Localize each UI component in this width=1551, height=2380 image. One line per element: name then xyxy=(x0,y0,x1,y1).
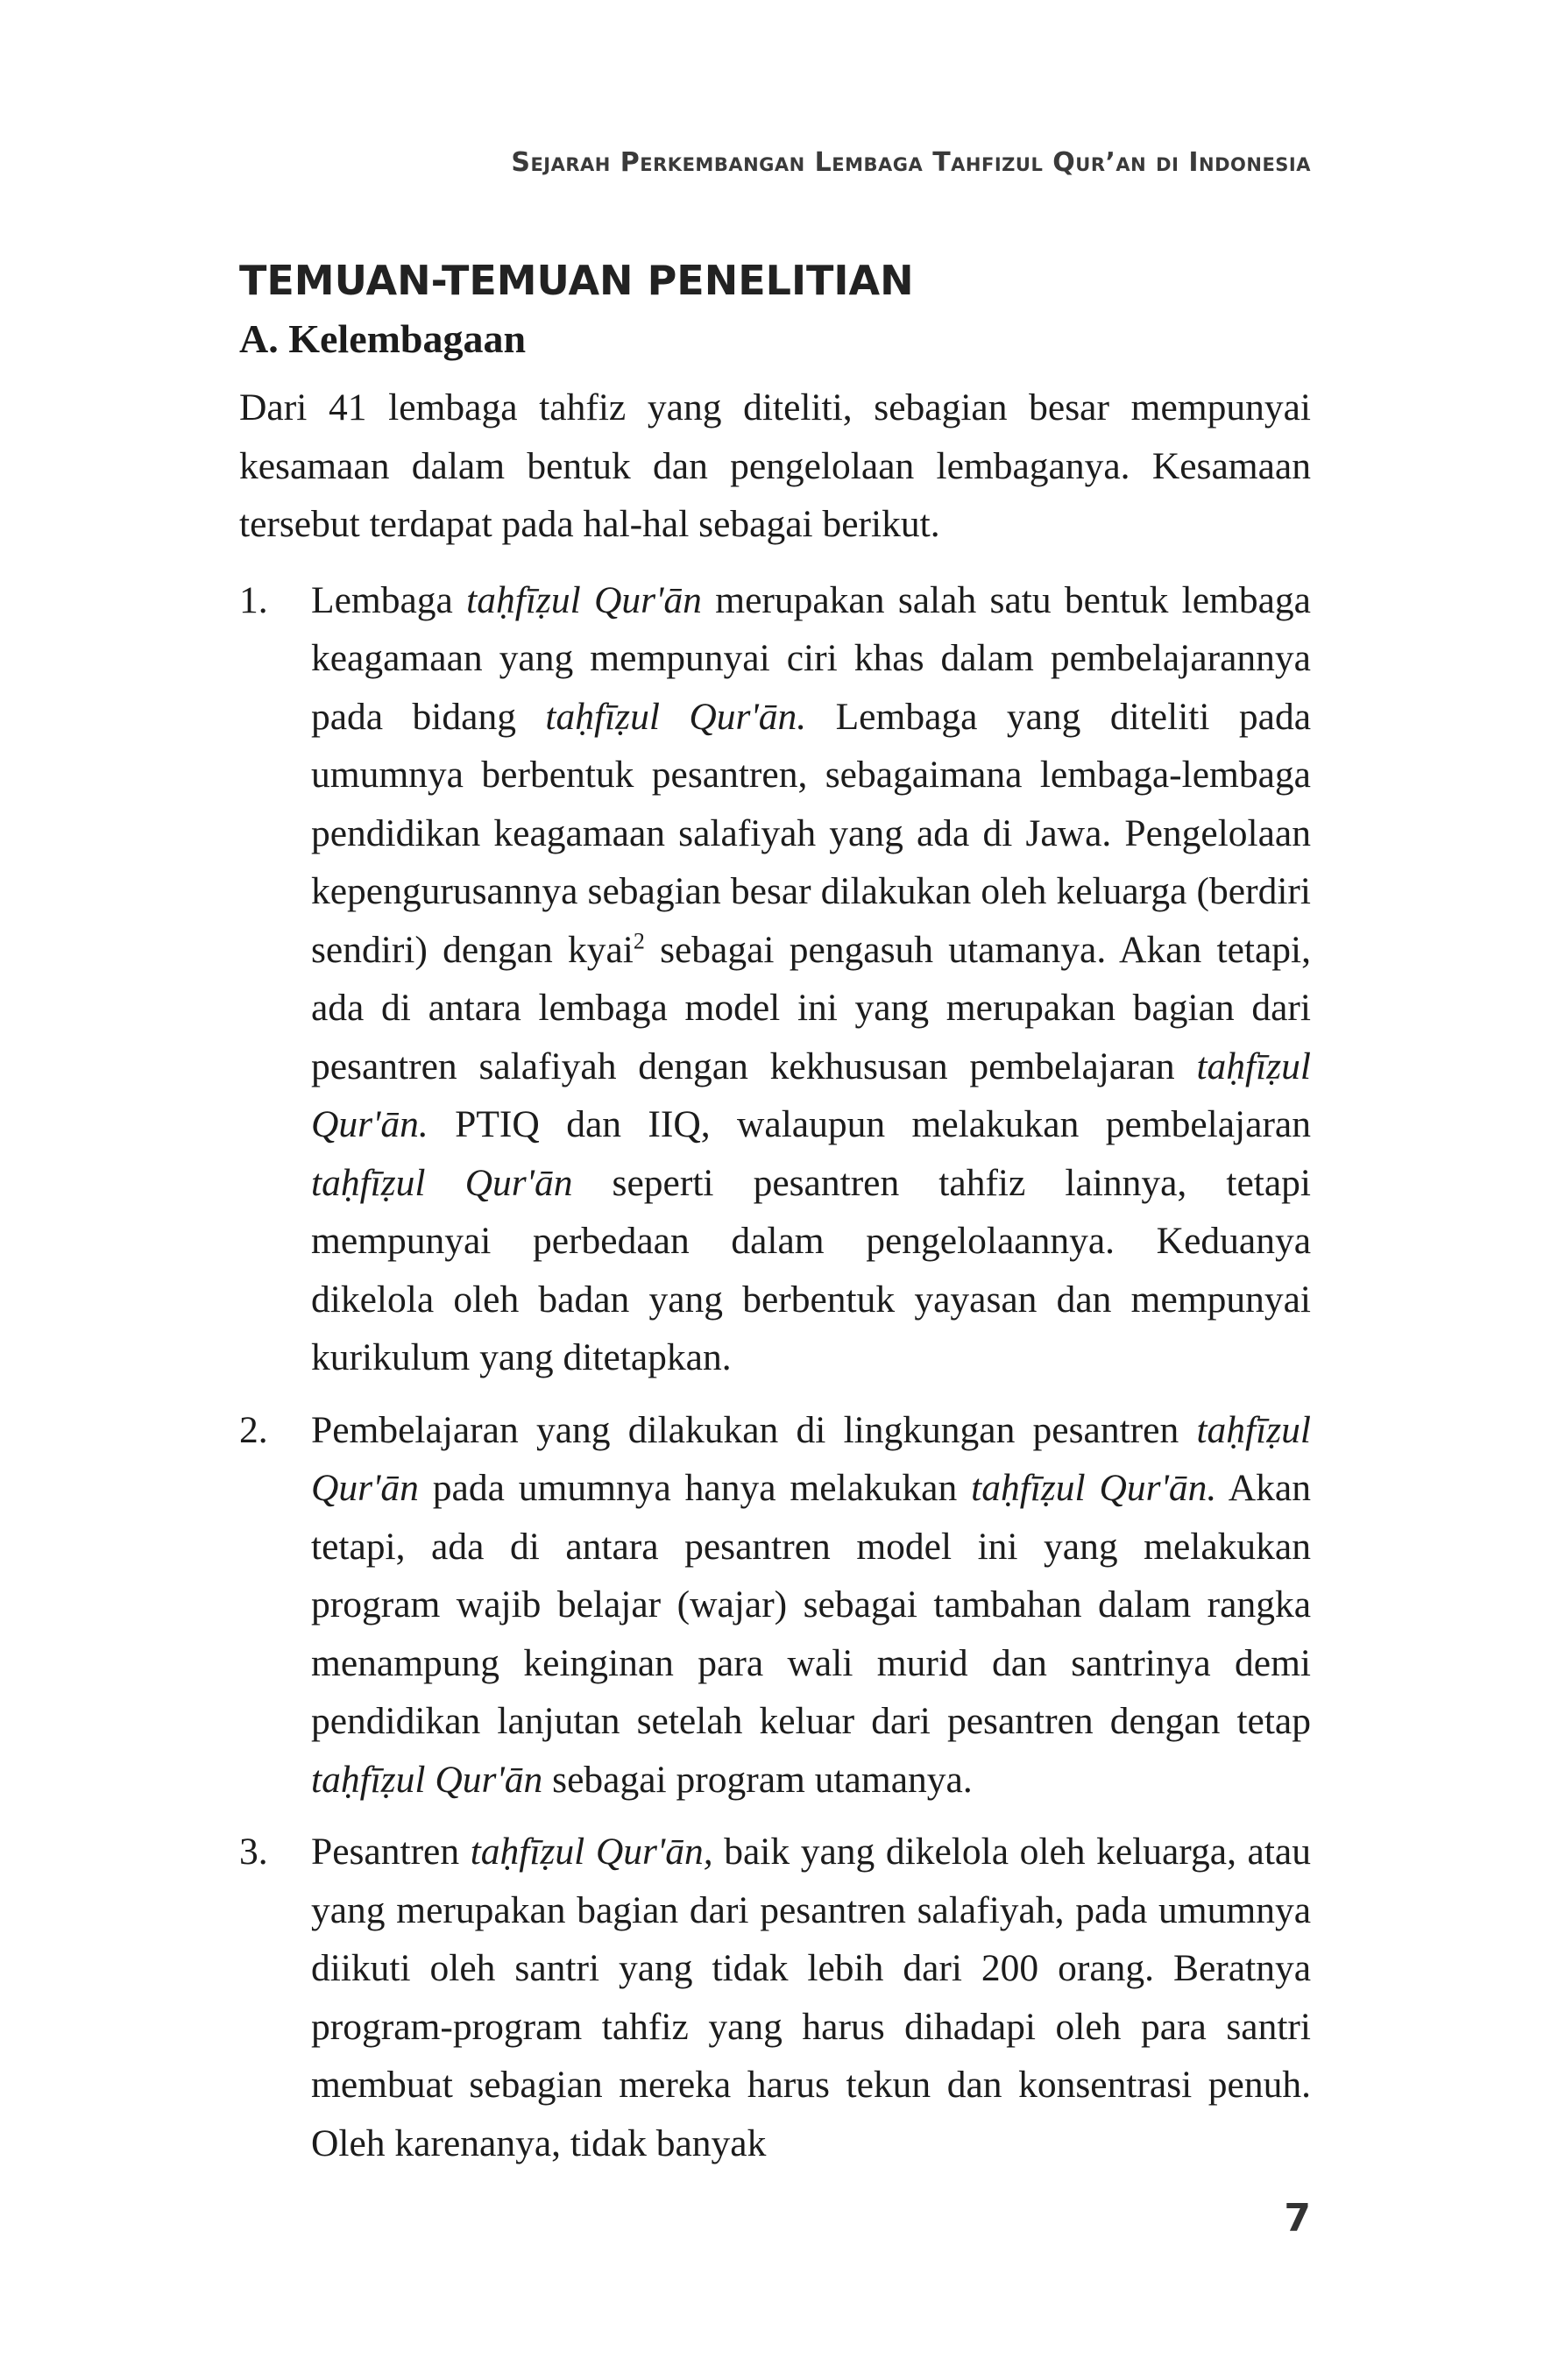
list-item-text: sebagai program utamanya. xyxy=(542,1758,973,1801)
list-item-text: seperti pesantren tahfiz lainnya, tetapi mempunyai perbedaan dalam pengelolaannya. Keduanya dikelola oleh badan yang berbentuk yayasan dan mempunyai kurikulum yang ditetapkan. xyxy=(311,1161,1311,1378)
list-item-number: 1. xyxy=(239,578,268,621)
page-content xyxy=(239,254,1311,2186)
italic-term: taḥfīẓul Qur'ān, xyxy=(470,1831,713,1873)
subsection-title: A. Kelembagaan xyxy=(239,316,527,361)
section-title: TEMUAN-TEMUAN PENELITIAN xyxy=(239,257,914,304)
list-item xyxy=(239,571,1311,1387)
findings-list xyxy=(239,571,1311,2173)
list-item-text: Lembaga xyxy=(311,578,467,621)
italic-term: taḥfīẓul Qur'ān. xyxy=(545,695,807,738)
footnote-ref[interactable]: 2 xyxy=(633,928,645,953)
list-item-text: Akan tetapi, ada di antara pesantren model ini yang melakukan program wajib belajar (wajar) sebagai tambahan dalam rangka menampung keinginan para wali murid dan santrinya demi pendidikan lanjutan setelah keluar dari pesantren dengan tetap xyxy=(311,1467,1311,1742)
intro-paragraph: Dari 41 lembaga tahfiz yang diteliti, sebagian besar mempunyai kesamaan dalam bentuk dan pengelolaan lembaganya. Kesamaan tersebut terdapat pada hal-hal sebagai berikut. xyxy=(239,386,1311,545)
italic-term: taḥfīẓul Qur'ān. xyxy=(311,1045,1311,1145)
list-item-text: baik yang dikelola oleh keluarga, atau yang merupakan bagian dari pesantren salafiyah, pada umumnya diikuti oleh santri yang tidak lebih dari 200 orang. Beratnya program-program tahfiz yang harus dihadapi oleh para santri membuat sebagian mereka harus tekun dan konsentrasi penuh. Oleh karenanya, tidak banyak xyxy=(311,1831,1311,2164)
list-item-text: Lembaga yang diteliti pada umumnya berbentuk pesantren, sebagaimana lembaga-lembaga pendidikan keagamaan salafiyah yang ada di Jawa. Pengelolaan kepengurusannya sebagian besar dilakukan oleh keluarga (berdiri sendiri) dengan kyai xyxy=(311,695,1312,971)
list-item-text: Pesantren xyxy=(311,1831,471,1873)
italic-term: taḥfīẓul Qur'ān xyxy=(311,1758,543,1801)
list-item-text: merupakan salah satu bentuk lembaga keagamaan yang mempunyai ciri khas dalam pembelajarannya pada bidang xyxy=(311,578,1311,738)
list-item xyxy=(239,1823,1311,2172)
italic-term: taḥfīẓul Qur'ān xyxy=(311,1408,1311,1509)
list-item xyxy=(239,1401,1311,1810)
list-item-text: sebagai pengasuh utamanya. Akan tetapi, ada di antara lembaga model ini yang merupakan bagian dari pesantren salafiyah dengan kekhususan pembelajaran xyxy=(311,928,1311,1087)
italic-term: taḥfīẓul Qur'ān xyxy=(311,1161,573,1204)
list-item-text: pada umumnya hanya melakukan xyxy=(418,1467,972,1509)
list-item-text: Pembelajaran yang dilakukan di lingkungan pesantren xyxy=(311,1408,1197,1451)
italic-term: taḥfīẓul Qur'ān xyxy=(466,578,702,621)
list-item-text: PTIQ dan IIQ, walaupun melakukan pembelajaran xyxy=(428,1103,1311,1145)
page-number: 7 xyxy=(1284,2196,1311,2241)
italic-term: taḥfīẓul Qur'ān. xyxy=(971,1467,1217,1509)
running-head: Sejarah Perkembangan Lembaga Tahfizul Qur’an di Indonesia xyxy=(511,147,1311,178)
list-item-number: 3. xyxy=(239,1831,268,1873)
list-item-number: 2. xyxy=(239,1408,268,1451)
